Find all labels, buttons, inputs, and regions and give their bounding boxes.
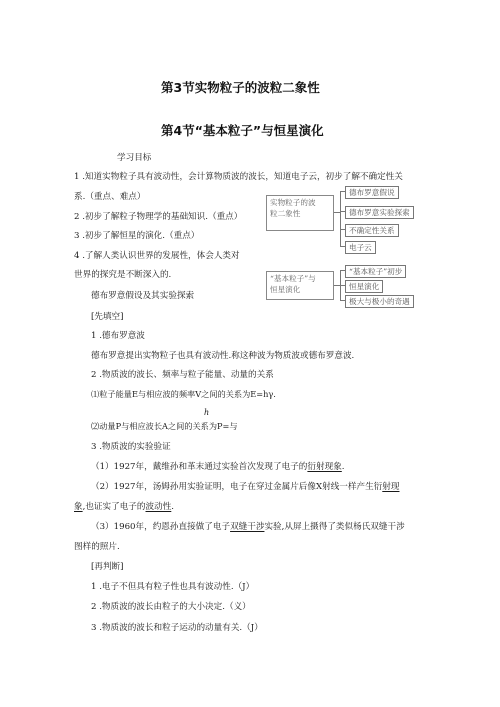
judge-item-2: 2 .物质波的波长由粒子的大小决定.（义） [91, 602, 251, 612]
experiment-1: （1）1927年，戴维孙和革末通过实验首次发现了电子的衍射现象. [91, 462, 345, 472]
section-title: 第4节“基本粒子”与恒星演化 [161, 123, 324, 138]
objective-1-cont: 系.（重点、难点） [74, 192, 146, 202]
prefill-item-3: 3 .物质波的实验验证 [91, 442, 171, 452]
judge-item-1: 1 .电子不但具有粒子性也具有波动性.（J） [91, 582, 255, 592]
prefill-label: [先填空] [91, 312, 124, 322]
mindmap-node-de-broglie-hypothesis: 德布罗意假说 [345, 186, 399, 199]
mindmap-node-extremes: 极大与极小的奇遇 [345, 295, 414, 308]
objective-4-cont: 世界的探究是不断深入的. [74, 270, 172, 280]
prefill-item-2-1: ⑴粒子能量E与相应波的频率V之间的关系为E=hγ. [91, 389, 276, 399]
chapter-title: 第3节实物粒子的波粒二象性 [161, 80, 320, 95]
answer-wave-nature: 波动性 [145, 502, 172, 512]
experiment-2-cont: 象,也证实了电子的波动性. [74, 502, 175, 512]
formula-h: h [204, 408, 210, 417]
objective-2: 2 .初步了解粒子物理学的基础知识.（重点） [74, 212, 243, 222]
prefill-item-2-2: ⑵动量P与相应波长A之间的关系为P=与 [91, 421, 238, 431]
mindmap-node-de-broglie-experiment: 德布罗意实验探索 [345, 206, 414, 219]
experiment-3: （3）1960年，约恩孙直接做了电子双缝干涉实验,从屏上摄得了类似杨氏双缝干涉 [91, 522, 405, 532]
prefill-item-1-text: 德布罗意提出实物粒子也具有波动性.称这种波为物质波或德布罗意波. [91, 351, 355, 361]
prefill-item-1: 1 .德布罗意波 [91, 331, 145, 341]
mindmap-box-1-line2: 粒二象性 [270, 209, 301, 218]
objective-1: 1 .知道实物粒子具有波动性，会计算物质波的波长，知道电子云，初步了解不确定性关 [74, 172, 403, 182]
objective-3: 3 .初步了解恒星的演化.（重点） [74, 231, 200, 241]
mindmap-node-uncertainty: 不确定性关系 [345, 224, 399, 237]
mindmap-node-electron-cloud: 电子云 [345, 241, 376, 254]
mindmap-node-stellar-evolution: 恒星演化 [345, 280, 383, 293]
mindmap-box-1 [266, 195, 334, 231]
mindmap-box-1-line1: 实物粒子的波 [270, 198, 316, 207]
answer-diffraction-2a: 射现 [382, 482, 400, 492]
experiment-2: （2）1927年，汤姆孙用实验证明，电子在穿过金属片后像X射线一样产生衍射现 [91, 482, 400, 492]
answer-double-slit: 双缝干涉 [230, 522, 265, 532]
section-heading: 德布罗意假设及其实验探索 [91, 291, 195, 301]
mindmap-box-2-line2: 恒星演化 [270, 285, 301, 294]
answer-diffraction-2b: 象 [74, 502, 83, 512]
mindmap-node-elementary-particles: “基本粒子”初步 [345, 265, 406, 278]
mindmap-box-2 [266, 271, 334, 300]
experiment-3-cont: 图样的照片. [74, 542, 120, 552]
prefill-item-2: 2 .物质波的波长、频率与粒子能量、动量的关系 [91, 370, 274, 380]
judge-label: [再判断] [91, 562, 124, 572]
objective-4: 4 .了解人类认识世界的发展性，体会人类对 [74, 251, 240, 261]
judge-item-3: 3 .物质波的波长和粒子运动的动量有关.（J） [91, 623, 263, 633]
objectives-heading: 学习目标 [117, 153, 152, 163]
mindmap-box-2-line1: “基本粒子”与 [270, 274, 316, 283]
answer-diffraction: 衍射现象 [307, 462, 342, 472]
